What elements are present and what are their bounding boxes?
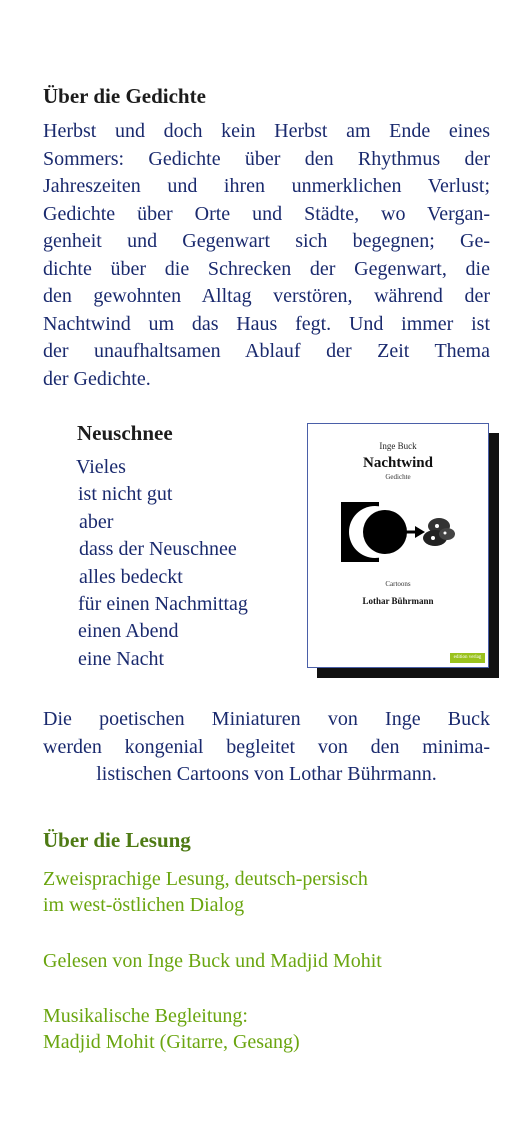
intro-paragraph [43,118,490,393]
miniatures-paragraph [43,706,490,789]
poem-body [76,454,248,673]
poem-title: Neuschnee [77,421,173,445]
poem-line: Vieles [76,456,126,478]
miniatures-line: werden kongenial begleitet von den minima- [43,735,490,758]
poem-line: eine Nacht [78,647,165,670]
reading-line: Zweisprachige Lesung, deutsch-persisch [43,868,368,890]
intro-line: Gedichte über Orte und Städte, wo Vergan- [43,202,490,225]
poem-line: ist nicht gut [78,483,173,506]
book-title: Nachtwind [362,455,433,471]
intro-line: den gewohnten Alltag verstören, während der [43,285,490,307]
poem-line: dass der Neuschnee [79,538,237,561]
reading-bilingual [43,866,368,918]
intro-line: dichte über die Schrecken der Gegenwart, die [43,257,490,280]
poem-line: für einen Nachmittag [78,593,248,616]
miniatures-line: listischen Cartoons von Lothar Bührmann. [96,763,437,785]
publisher-badge: edition verlag [450,653,485,663]
cloud-dot-1 [435,524,439,528]
cartoon-illustration [341,502,456,562]
cloud-dot-2 [431,536,435,540]
intro-line: der Gedichte. [43,367,151,390]
reading-line: Musikalische Begleitung: [43,1005,248,1027]
reading-readers [43,948,382,974]
book-subtitle: Gedichte [385,473,411,481]
poem-line: alles bedeckt [79,565,183,588]
reading-line: im west-östlichen Dialog [43,894,245,916]
miniatures-line: Die poetischen Miniaturen von Inge Buck [43,708,490,730]
book-illustrator: Lothar Bührmann [362,596,434,606]
cloud-dot-3 [444,532,447,535]
heading-about-reading: Über die Lesung [43,828,191,852]
poem-line: einen Abend [78,620,179,643]
intro-line: Sommers: Gedichte über den Rhythmus der [43,147,490,170]
intro-line: der unaufhaltsamen Ablauf der Zeit Thema [43,340,490,362]
reading-music [43,1003,300,1055]
reading-line: Gelesen von Inge Buck und Madjid Mohit [43,950,382,972]
reading-line: Madjid Mohit (Gitarre, Gesang) [43,1031,300,1053]
cloud-3 [439,528,455,540]
book-type: Cartoons [385,580,411,588]
heading-about-poems: Über die Gedichte [43,84,206,108]
intro-line: genheit und Gegenwart sich begegnen; Ge- [43,230,490,252]
book-cover [307,423,489,668]
intro-line: Jahreszeiten und ihren unmerklichen Verlust; [43,175,490,197]
book-author: Inge Buck [379,441,417,451]
poem-line: aber [79,510,114,533]
intro-line: Herbst und doch kein Herbst am Ende eines [43,120,490,142]
intro-line: Nachtwind um das Haus fegt. Und immer ist [43,312,490,335]
